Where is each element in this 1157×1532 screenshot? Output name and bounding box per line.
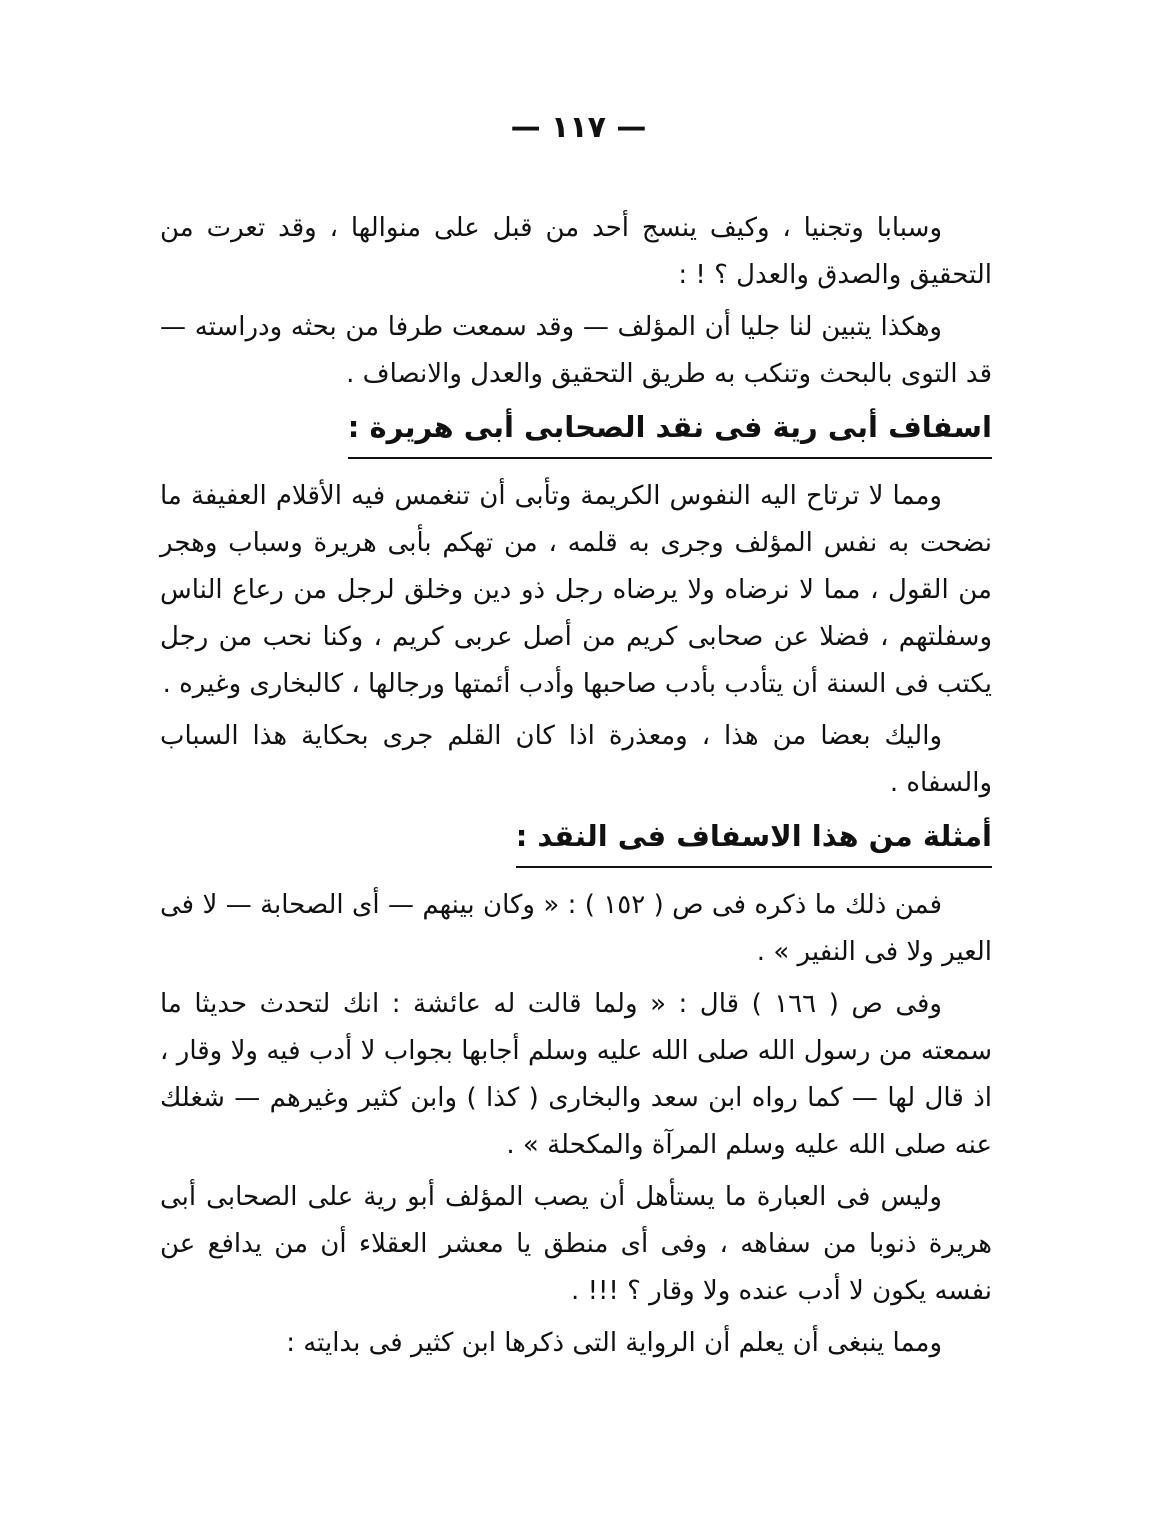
section-heading-examples: أمثلة من هذا الاسفاف فى النقد :	[516, 812, 992, 868]
section-heading-wrap	[160, 812, 992, 868]
paragraph-6: وفى ص ( ١٦٦ ) قال : « ولما قالت له عائشة : انك لتحدث حديثا ما سمعته من رسول الله صلى الله عليه وسلم أجابها بجواب لا أدب فيه ولا وقار ، اذ قال لها — كما رواه ابن سعد والبخارى ( كذا ) وابن كثير وغيرهم — شغلك عنه صلى الله عليه وسلم المرآة والمكحلة » .	[160, 989, 992, 1160]
paragraph-5: فمن ذلك ما ذكره فى ص ( ١٥٢ ) : « وكان بينهم — أى الصحابة — لا فى العير ولا فى النفير » .	[160, 890, 992, 967]
page-number: — ١١٧ —	[510, 110, 647, 145]
section-heading-wrap	[160, 403, 992, 459]
section-heading-abu-rayya-criticism: اسفاف أبى رية فى نقد الصحابى أبى هريرة :	[348, 403, 992, 459]
paragraph-3: ومما لا ترتاح اليه النفوس الكريمة وتأبى أن تنغمس فيه الأقلام العفيفة ما نضحت به نفس المؤلف وجرى به قلمه ، من تهكم بأبى هريرة وسباب وهجر من القول ، مما لا نرضاه ولا يرضاه رجل ذو دين وخلق لرجل من رعاع الناس وسفلتهم ، فضلا عن صحابى كريم من أصل عربى كريم ، وكنا نحب من رجل يكتب فى السنة أن يتأدب بأدب صاحبها وأدب أئمتها ورجالها ، كالبخارى وغيره .	[160, 481, 992, 699]
document-body	[160, 205, 992, 1372]
paragraph-8: ومما ينبغى أن يعلم أن الرواية التى ذكرها ابن كثير فى بدايته :	[286, 1328, 942, 1358]
paragraph-1: وسبابا وتجنيا ، وكيف ينسج أحد من قبل على منوالها ، وقد تعرت من التحقيق والصدق والعدل ؟ ! :	[160, 213, 992, 290]
paragraph-4: واليك بعضا من هذا ، ومعذرة اذا كان القلم جرى بحكاية هذا السباب والسفاه .	[160, 721, 992, 798]
paragraph-2: وهكذا يتبين لنا جليا أن المؤلف — وقد سمعت طرفا من بحثه ودراسته — قد التوى بالبحث وتنكب به طريق التحقيق والعدل والانصاف .	[160, 312, 992, 389]
paragraph-7: وليس فى العبارة ما يستأهل أن يصب المؤلف أبو رية على الصحابى أبى هريرة ذنوبا من سفاهه ، وفى أى منطق يا معشر العقلاء أن من يدافع عن نفسه يكون لا أدب عنده ولا وقار ؟ !!! .	[160, 1182, 992, 1306]
